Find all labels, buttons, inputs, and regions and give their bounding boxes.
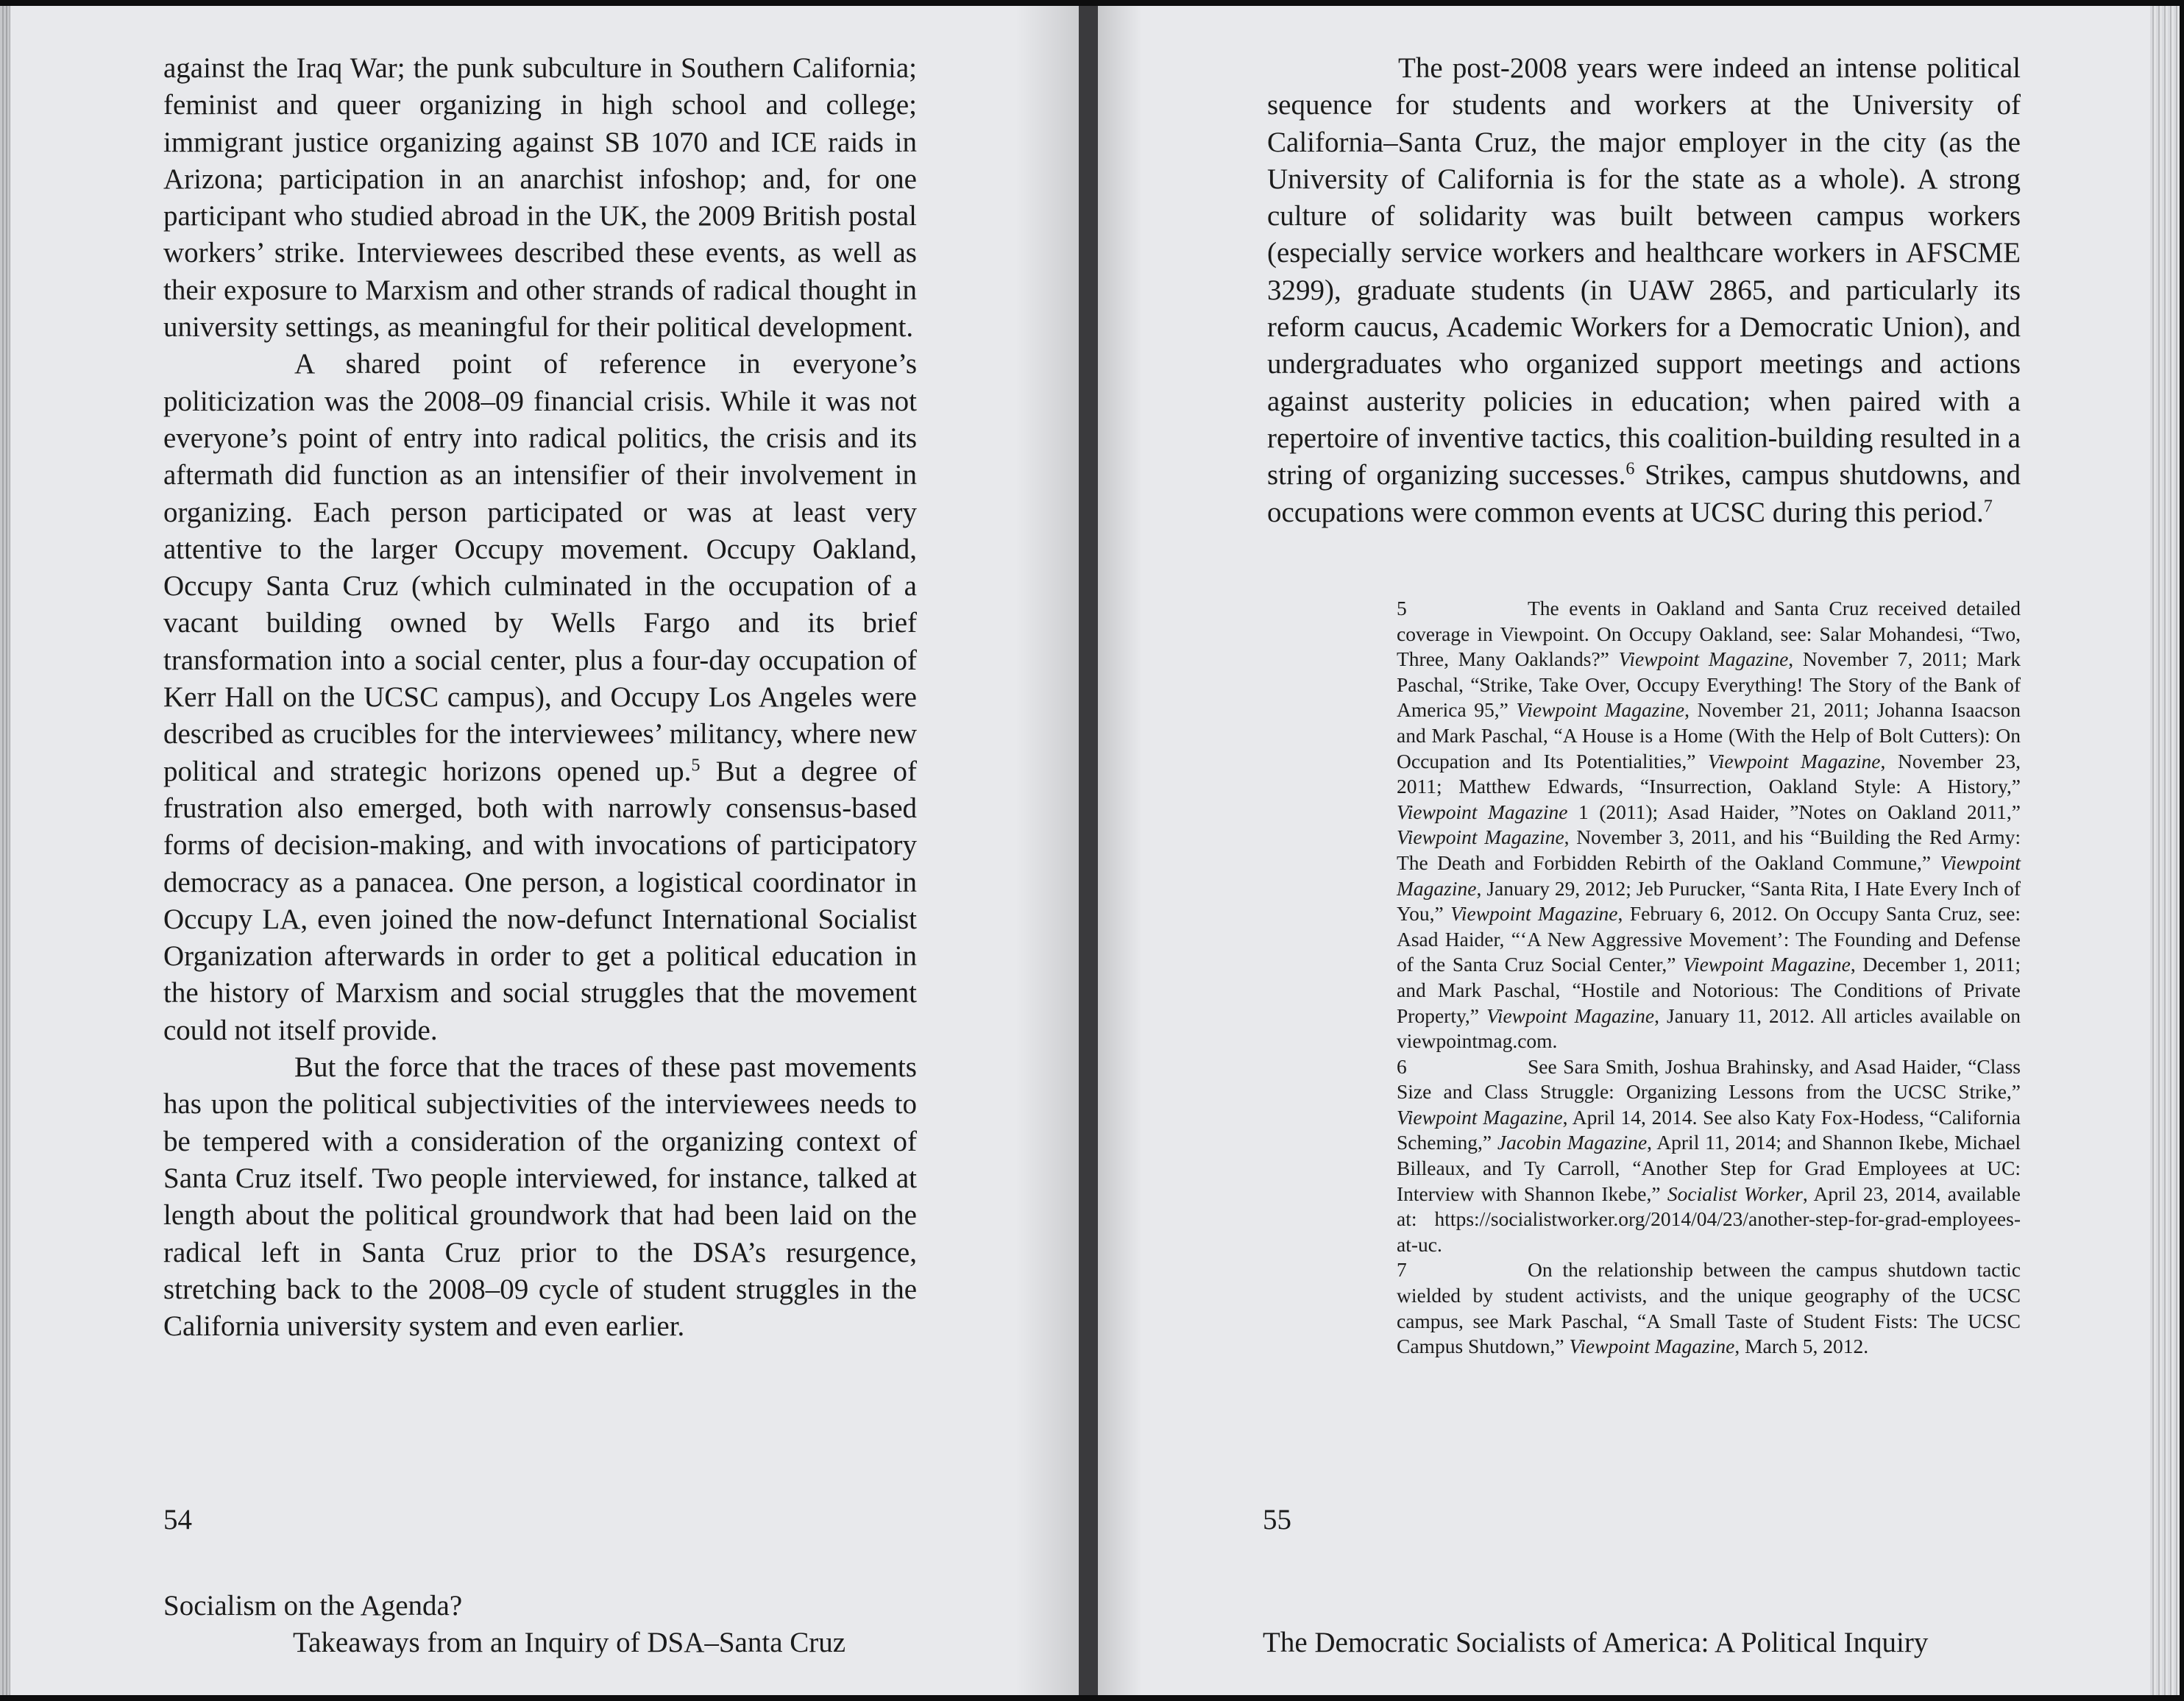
- footnote-text: , January 11, 2012. All articles available on viewpointmag.com.: [1397, 1004, 2021, 1053]
- footnote-number: 5: [1397, 597, 1407, 619]
- book-spine: [1079, 6, 1098, 1695]
- paragraph-with-notes: [1267, 50, 2021, 531]
- paragraph-with-note: [163, 346, 917, 1049]
- paragraph-text: The post-2008 years were indeed an intense political sequence for students and workers at the University of California–Santa Cruz, the major employer in the city (as the University of California is for the state as a whole). A strong culture of solidarity was built between campus workers (especially service workers and healthcare workers in AFSCME 3299), graduate students (in UAW 2865, and particularly its reform caucus, Academic Workers for a Democratic Union), and undergraduates who organized support meetings and actions against austerity policies in education; when paired with a repertoire of inventive tactics, this coalition-building resulted in a string of organizing successes.: [1267, 52, 2021, 491]
- running-title: The Democratic Socialists of America: A Political Inquiry: [1263, 1627, 1929, 1658]
- page-number: 55: [1263, 1504, 1291, 1535]
- footnote-text: , November 23, 2011; Matthew Edwards, “Insurrection, Oakland Style: A History,”: [1397, 749, 2021, 798]
- footnote: [1397, 1054, 2021, 1258]
- gutter-shadow-left: [1015, 6, 1079, 1695]
- footnote-text: , January 29, 2012; Jeb Purucker, “Santa Rita, I Hate Every Inch of You,”: [1397, 876, 2021, 926]
- footnote-italic-text: Viewpoint Magazine: [1450, 902, 1618, 926]
- footnote-italic-text: Viewpoint Magazine: [1397, 850, 2021, 900]
- paragraph-text: A shared point of reference in everyone’s politicization was the 2008–09 financial crisis. While it was not everyone’s point of entry into radical politics, the crisis and its aftermath did function as an intensifier of their involvement in organizing. Each person participated or was at least very attentive to the larger Occupy movement. Occupy Oakland, Occupy Santa Cruz (which culminated in the occupation of a vacant building owned by Wells Fargo and its brief transformation into a social center, plus a four-day occupation of Kerr Hall on the UCSC campus), and Occupy Los Angeles were described as crucibles for the interviewees’ militancy, where new political and strategic horizons opened up.: [163, 348, 917, 787]
- footnote-text: , December 1, 2011; and Mark Paschal, “Hostile and Notorious: The Conditions of Private Property,”: [1397, 953, 2021, 1027]
- footnote-italic-text: Viewpoint Magazine: [1618, 647, 1789, 671]
- gutter-shadow-right: [1098, 6, 1142, 1695]
- note-reference: 7: [1983, 496, 1993, 516]
- footnote-text: , November 21, 2011; Johanna Isaacson and Mark Paschal, “A House is a Home (With the Help of Bolt Cutters): On Occupation and Its Potentialities,”: [1397, 698, 2021, 773]
- footnote-italic-text: Viewpoint Magazine: [1707, 749, 1881, 773]
- paragraph-text: Strikes, campus shutdowns, and occupations were common events at UCSC during this period.: [1267, 459, 2021, 528]
- footnote-text: , April 14, 2014. See also Katy Fox-Hodess, “California Scheming,”: [1397, 1105, 2021, 1154]
- footnote-italic-text: Viewpoint Magazine: [1397, 825, 1564, 849]
- footnote-italic-text: Viewpoint Magazine: [1486, 1004, 1655, 1027]
- paragraph: But the force that the traces of these past movements has upon the political subjectivities of the interviewees needs to be tempered with a consideration of the organizing context of Santa Cruz itself. Two people interviewed, for instance, talked at length about the political groundwork that had been laid on the radical left in Santa Cruz prior to the DSA’s resurgence, stretching back to the 2008–09 cycle of student struggles in the California university system and even earlier.: [163, 1051, 917, 1343]
- page-edge-left: [0, 6, 10, 1695]
- page-edge-right: [2150, 6, 2180, 1695]
- footnote-text: On the relationship between the campus shutdown tactic wielded by student activists, and the unique geography of the UCSC campus, see Mark Paschal, “A Small Taste of Student Fists: The UCSC Campus Shutdown,”: [1397, 1258, 2021, 1358]
- footnote-italic-text: Viewpoint Magazine: [1516, 698, 1685, 722]
- left-body-text: [163, 50, 917, 1345]
- footnote-text: 1 (2011); Asad Haider, ”Notes on Oakland 2011,”: [1567, 800, 2021, 823]
- footnote-italic-text: Viewpoint Magazine: [1683, 953, 1851, 976]
- footnote-text: , April 11, 2014; and Shannon Ikebe, Michael Billeaux, and Ty Carroll, “Another Step for Grad Employees at UC: Interview with Shannon Ikebe,”: [1397, 1131, 2021, 1205]
- footnote-italic-text: Jacobin Magazine: [1497, 1131, 1648, 1154]
- footnote-text: , November 3, 2011, and his “Building the Red Army: The Death and Forbidden Rebirth of the Oakland Commune,”: [1397, 825, 2021, 874]
- footnote-number: 6: [1397, 1054, 1407, 1078]
- note-reference: 6: [1625, 458, 1635, 479]
- footnote-italic-text: Socialist Worker: [1667, 1182, 1803, 1205]
- right-body-text: [1267, 50, 2021, 531]
- footnote-italic-text: Viewpoint Magazine: [1397, 800, 1568, 823]
- footnote-text: , March 5, 2012.: [1734, 1335, 1869, 1358]
- footnote-text: See Sara Smith, Joshua Brahinsky, and Asad Haider, “Class Size and Class Struggle: Organizing Lessons from the UCSC Strike,”: [1397, 1054, 2021, 1104]
- paragraph-text: But a degree of frustration also emerged, both with narrowly consensus-based forms of decision-making, and with invocations of participatory democracy as a panacea. One person, a logistical coordinator in Occupy LA, even joined the now-defunct International Socialist Organization afterwards in order to get a political education in the history of Marxism and social struggles that the movement could not itself provide.: [163, 755, 918, 1046]
- footnotes: [1397, 596, 2021, 1360]
- note-reference: 5: [691, 755, 701, 775]
- footnote-text: , April 23, 2014, available at: https://socialistworker.org/2014/04/23/another-step-for-grad-employees-at-uc.: [1397, 1182, 2021, 1256]
- footnote-number: 7: [1397, 1258, 1407, 1282]
- footnote: [1397, 596, 2021, 1054]
- running-title: Socialism on the Agenda?: [163, 1590, 463, 1622]
- footnote-text: , February 6, 2012. On Occupy Santa Cruz, see: Asad Haider, “‘A New Aggressive Movement’: The Founding and Defense of the Santa Cruz Social Center,”: [1397, 902, 2021, 976]
- footnote-italic-text: Viewpoint Magazine: [1569, 1335, 1735, 1358]
- paragraph: against the Iraq War; the punk subculture in Southern California; feminist and queer organizing in high school and college; immigrant justice organizing against SB 1070 and ICE raids in Arizona; participation in an anarchist infoshop; and, for one participant who studied abroad in the UK, the 2009 British postal workers’ strike. Interviewees described these events, as well as their exposure to Marxism and other strands of radical thought in university settings, as meaningful for their political development.: [163, 52, 917, 344]
- footnote-text: , November 7, 2011; Mark Paschal, “Strike, Take Over, Occupy Everything! The Story of the Bank of America 95,”: [1397, 647, 2021, 722]
- footnote-italic-text: Viewpoint Magazine: [1397, 1105, 1563, 1129]
- running-subtitle: Takeaways from an Inquiry of DSA–Santa Cruz: [293, 1627, 846, 1658]
- page-number: 54: [163, 1504, 192, 1535]
- footnote-text: The events in Oakland and Santa Cruz received detailed coverage in Viewpoint. On Occupy Oakland, see: Salar Mohandesi, “Two, Three, Many Oaklands?”: [1397, 597, 2021, 671]
- footnote: [1397, 1257, 2021, 1359]
